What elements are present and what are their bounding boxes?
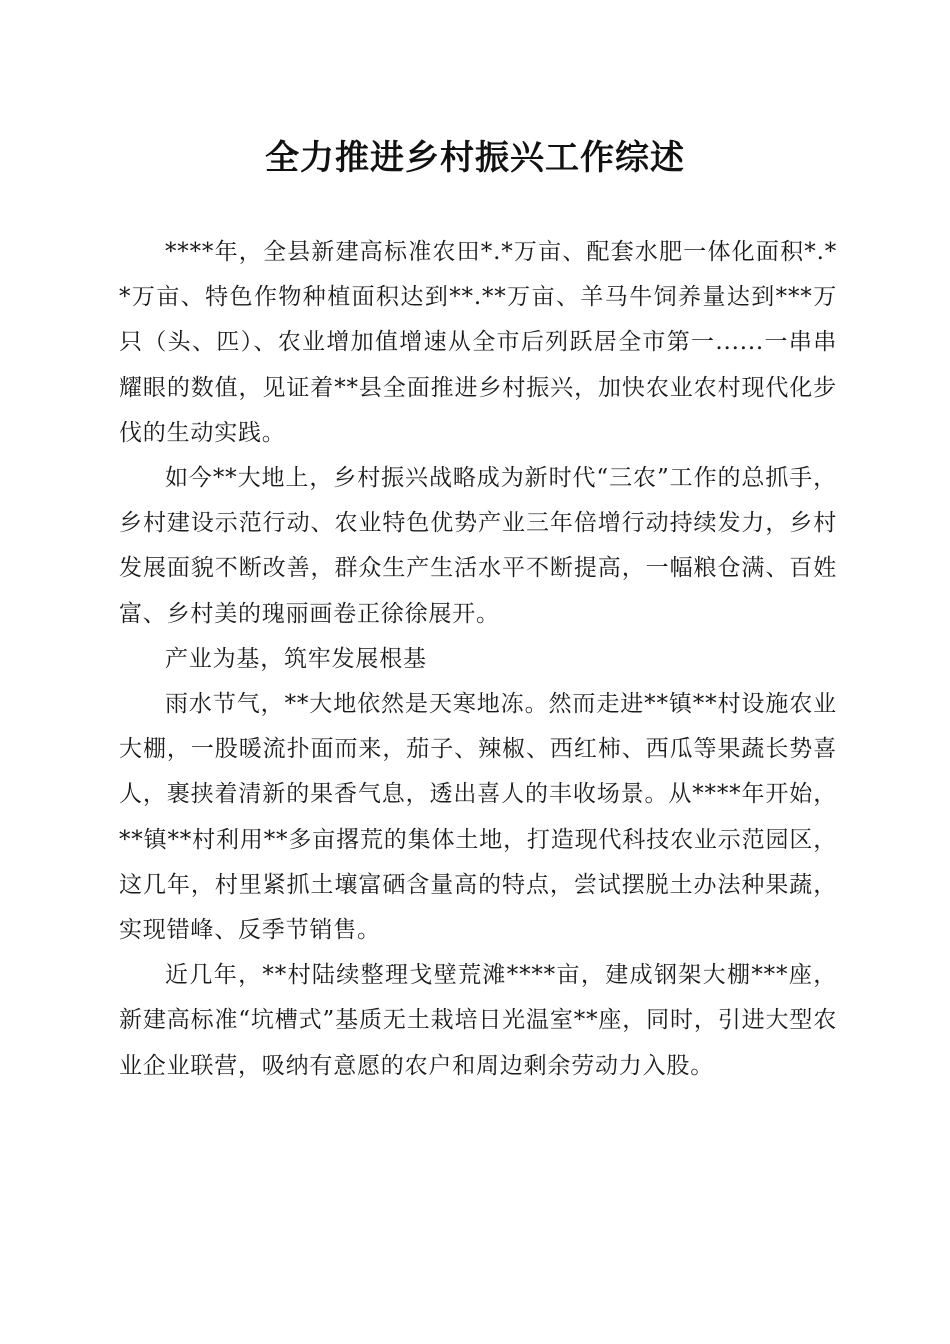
paragraph: 如今**大地上，乡村振兴战略成为新时代“三农”工作的总抓手，乡村建设示范行动、农业特色优势产业三年倍增行动持续发力，乡村发展面貌不断改善，群众生产生活水平不断提高，一幅粮仓满、百姓富、乡村美的瑰丽画卷正徐徐展开。 [119,465,837,627]
paragraph: ****年，全县新建高标准农田*.*万亩、配套水肥一体化面积*.**万亩、特色作物种植面积达到**.**万亩、羊马牛饲养量达到***万只（头、匹）、农业增加值增速从全市后列跃居全市第一......一串串耀眼的数值，见证着**县全面推进乡村振兴，加快农业农村现代化步伐的生动实践。 [119,239,837,446]
paragraph: 近几年，**村陆续整理戈壁荒滩****亩，建成钢架大棚***座，新建高标准“坑槽式”基质无土栽培日光温室**座，同时，引进大型农业企业联营，吸纳有意愿的农户和周边剩余劳动力入股。 [119,962,837,1079]
paragraph: 雨水节气，**大地依然是天寒地冻。然而走进**镇**村设施农业大棚，一股暖流扑面而来，茄子、辣椒、西红柿、西瓜等果蔬长势喜人，裹挟着清新的果香气息，透出喜人的丰收场景。从****年开始，**镇**村利用**多亩撂荒的集体土地，打造现代科技农业示范园区，这几年，村里紧抓土壤富硒含量高的特点，尝试摆脱土办法种果蔬，实现错峰、反季节销售。 [119,691,837,944]
document-body [119,230,837,1089]
document-title: 全力推进乡村振兴工作综述 [265,138,685,178]
section-heading: 产业为基，筑牢发展根基 [165,645,427,672]
